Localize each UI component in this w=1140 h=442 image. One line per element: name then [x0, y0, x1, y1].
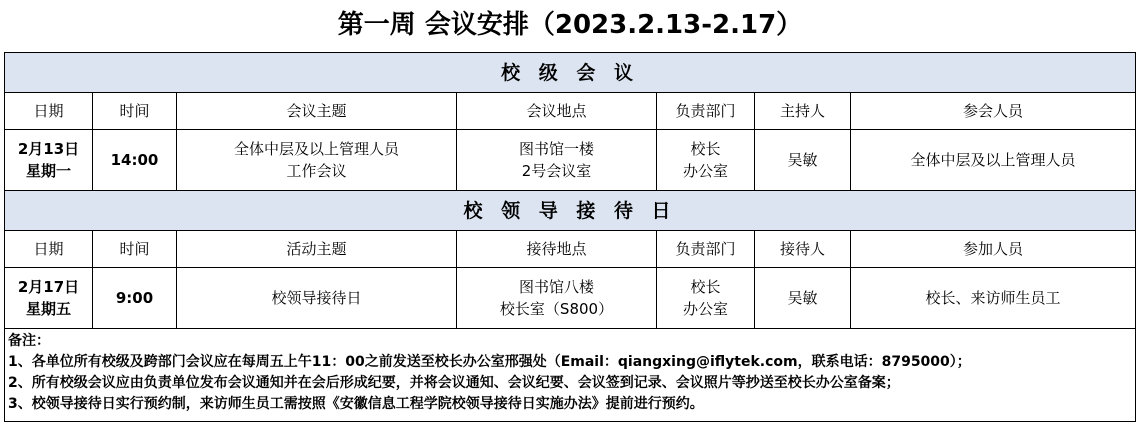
dept-cell [657, 130, 755, 191]
attendees-cell: 全体中层及以上管理人员 [851, 130, 1136, 191]
header-cell: 时间 [93, 93, 177, 130]
place-cell [457, 268, 657, 329]
topic-text: 全体中层及以上管理人员 [233, 140, 399, 158]
note-item: 3、校领导接待日实行预约制，来访师生员工需按照《安徽信息工程学院校领导接待日实施办法》提前进行预约。 [8, 396, 704, 412]
header-cell: 负责部门 [657, 231, 755, 268]
header-cell: 时间 [93, 231, 177, 268]
section-title: 校 级 会 议 [5, 53, 1136, 93]
header-cell: 接待地点 [457, 231, 657, 268]
header-row [5, 231, 1136, 268]
schedule-table [4, 52, 1136, 422]
dept-text: 校长 [690, 278, 721, 296]
dept-text: 办公室 [682, 162, 728, 180]
topic-text: 工作会议 [286, 162, 347, 180]
header-cell: 参加人员 [851, 231, 1136, 268]
header-cell: 参会人员 [851, 93, 1136, 130]
attendees-cell: 校长、来访师生员工 [851, 268, 1136, 329]
header-cell: 会议主题 [177, 93, 457, 130]
dept-cell [657, 268, 755, 329]
note-item: 1、各单位所有校级及跨部门会议应在每周五上午11：00之前发送至校长办公室邢强处（Email：qiangxing@iflytek.com，联系电话：8795000）； [8, 354, 971, 370]
header-cell: 会议地点 [457, 93, 657, 130]
header-cell: 日期 [5, 93, 93, 130]
place-text: 图书馆八楼 [518, 278, 594, 296]
notes-label: 备注： [8, 333, 50, 349]
place-cell [457, 130, 657, 191]
weekday-text: 星期五 [25, 300, 71, 318]
header-row [5, 93, 1136, 130]
place-text: 图书馆一楼 [518, 140, 594, 158]
place-text: 校长室（S800） [499, 300, 614, 318]
section-title: 校 领 导 接 待 日 [5, 191, 1136, 231]
time-cell: 14:00 [93, 130, 177, 191]
date-text: 2月17日 [17, 278, 80, 296]
header-cell: 活动主题 [177, 231, 457, 268]
time-cell: 9:00 [93, 268, 177, 329]
page-title: 第一周 会议安排（2023.2.13-2.17） [337, 10, 803, 40]
topic-cell: 校领导接待日 [177, 268, 457, 329]
date-cell [5, 130, 93, 191]
section-heading-school-meetings [5, 53, 1136, 93]
header-cell: 负责部门 [657, 93, 755, 130]
place-text: 2号会议室 [521, 162, 592, 180]
table-row [5, 130, 1136, 191]
dept-text: 校长 [690, 140, 721, 158]
host-cell: 吴敏 [755, 130, 851, 191]
notes-row [5, 329, 1136, 422]
weekday-text: 星期一 [25, 162, 71, 180]
topic-cell [177, 130, 457, 191]
host-cell: 吴敏 [755, 268, 851, 329]
date-cell [5, 268, 93, 329]
header-cell: 日期 [5, 231, 93, 268]
dept-text: 办公室 [682, 300, 728, 318]
section-heading-reception-day [5, 191, 1136, 231]
table-row [5, 268, 1136, 329]
header-cell: 接待人 [755, 231, 851, 268]
note-item: 2、所有校级会议应由负责单位发布会议通知并在会后形成纪要，并将会议通知、会议纪要、会议签到记录、会议照片等抄送至校长办公室备案； [8, 375, 900, 391]
date-text: 2月13日 [17, 140, 80, 158]
header-cell: 主持人 [755, 93, 851, 130]
notes-cell [5, 329, 1136, 422]
